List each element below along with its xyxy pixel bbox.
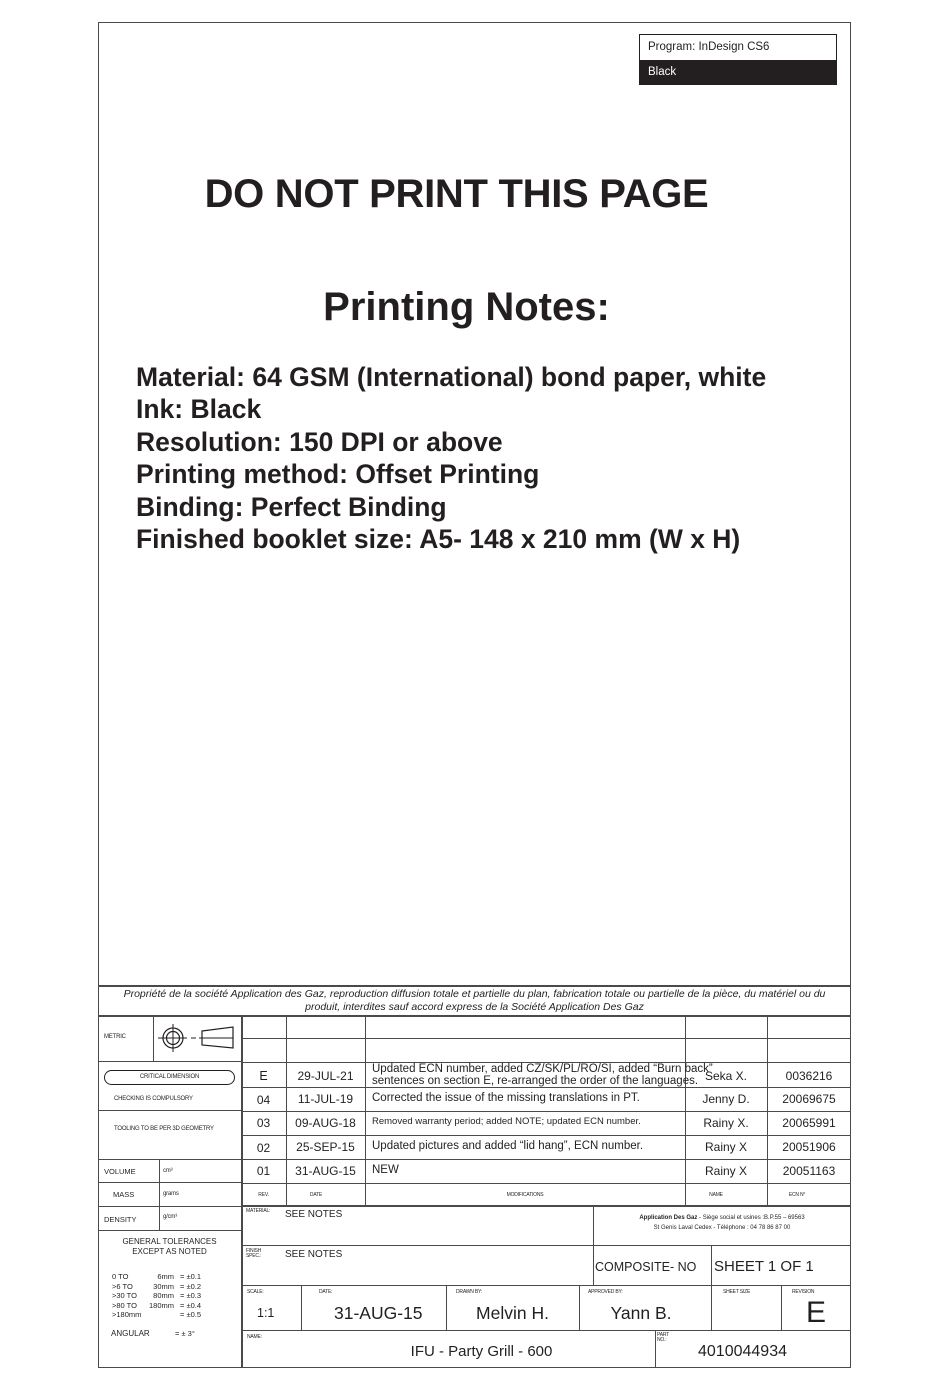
divider <box>241 1183 851 1184</box>
critical-dimension-label: CRITICAL DIMENSION <box>139 1074 200 1080</box>
density-label: DENSITY <box>104 1215 137 1224</box>
rev-modification: Removed warranty period; added NOTE; updated ECN number. <box>372 1116 641 1127</box>
note-binding: Binding: Perfect Binding <box>136 491 447 522</box>
revision-value: E <box>806 1296 827 1329</box>
sheet-count: SHEET 1 OF 1 <box>714 1258 814 1275</box>
divider <box>241 1135 851 1136</box>
disclaimer-line-2: produit, interdites sauf accord express de la Société Application Des Gaz <box>305 1001 644 1013</box>
density-unit: g/cm³ <box>163 1214 178 1220</box>
warning-title: DO NOT PRINT THIS PAGE <box>204 172 709 216</box>
rev-date: 29-JUL-21 <box>297 1069 354 1083</box>
rev-code: 02 <box>256 1141 271 1155</box>
material-value: SEE NOTES <box>285 1209 343 1220</box>
metric-label: METRIC <box>104 1034 126 1040</box>
divider <box>241 1245 851 1246</box>
tolerance-from: >6 TO <box>112 1281 133 1291</box>
header-modifications: MODIFICATIONS <box>506 1192 544 1198</box>
company-address <box>593 1214 851 1233</box>
tolerance-value: = ±0.5 <box>180 1310 202 1319</box>
drawn-by-label: DRAWN BY: <box>456 1289 483 1295</box>
angular-value: = ± 3° <box>175 1329 195 1338</box>
divider <box>781 1285 782 1331</box>
rev-name: Rainy X <box>704 1164 748 1178</box>
company-address-line-2: St Genis Laval Cedex - Téléphone : 04 78 86 87 00 <box>653 1224 791 1231</box>
header-rev: REV. <box>258 1192 269 1198</box>
rev-ecn: 0036216 <box>785 1069 833 1083</box>
rev-code: 03 <box>256 1116 271 1130</box>
company-address-line-1 <box>593 1214 851 1224</box>
printing-notes <box>136 361 766 555</box>
divider <box>711 1285 712 1331</box>
tolerance-row <box>112 1310 201 1320</box>
rev-modification <box>372 1063 713 1087</box>
finish-label-line-2: SPEC.: <box>246 1253 262 1259</box>
notes-title: Printing Notes: <box>323 285 610 329</box>
note-material: Material: 64 GSM (International) bond paper, white <box>136 362 767 392</box>
rev-code: E <box>259 1069 268 1083</box>
rev-ecn: 20065991 <box>782 1116 836 1130</box>
tolerance-from: >30 TO <box>112 1291 137 1300</box>
date-label: DATE: <box>319 1289 333 1295</box>
company-address-text: - Siège social et usines :B.P.55 – 69563 <box>697 1215 805 1221</box>
approved-by-value: Yann B. <box>610 1303 672 1323</box>
rev-ecn: 20069675 <box>782 1092 836 1106</box>
rev-modification: Corrected the issue of the missing translations in PT. <box>372 1092 640 1104</box>
rev-date: 25-SEP-15 <box>296 1140 355 1154</box>
scale-value: 1:1 <box>257 1306 275 1320</box>
divider <box>241 1285 851 1286</box>
rev-name: Rainy X <box>704 1140 748 1154</box>
tolerance-to: 180mm <box>148 1300 174 1310</box>
approved-by-label: APPROVED BY: <box>588 1289 623 1295</box>
divider <box>241 1205 851 1207</box>
rev-code: 04 <box>256 1093 271 1107</box>
rev-name: Jenny D. <box>702 1092 750 1106</box>
divider <box>98 1159 242 1160</box>
drawn-by-value: Melvin H. <box>476 1303 549 1323</box>
volume-label: VOLUME <box>104 1167 136 1176</box>
tolerance-row <box>112 1301 201 1311</box>
rev-date: 09-AUG-18 <box>295 1116 356 1130</box>
finish-label <box>246 1249 261 1259</box>
rev-date: 31-AUG-15 <box>295 1164 356 1178</box>
tooling-note: TOOLING TO BE PER 3D GEOMETRY <box>114 1126 214 1132</box>
rev-name: Rainy X. <box>703 1116 749 1130</box>
tolerances-table <box>112 1272 201 1320</box>
part-label-line-1: PART <box>657 1332 670 1338</box>
tolerance-value: = ±0.3 <box>180 1291 202 1300</box>
part-number-label <box>657 1333 669 1343</box>
rev-modification-line-1: Updated ECN number, added CZ/SK/PL/RO/SI, added “Burn back” <box>372 1063 713 1075</box>
part-number: 4010044934 <box>698 1343 787 1360</box>
tolerance-value: = ±0.2 <box>180 1281 202 1291</box>
angular-label: ANGULAR <box>111 1329 150 1338</box>
rev-modification: Updated pictures and added “lid hang”, ECN number. <box>372 1140 644 1152</box>
divider <box>365 1015 366 1206</box>
rev-code: 01 <box>256 1164 271 1178</box>
header-date: DATE <box>309 1192 323 1198</box>
rev-ecn: 20051906 <box>782 1140 836 1154</box>
third-angle-projection-icon <box>155 1018 239 1058</box>
tolerances-title <box>98 1237 241 1257</box>
finish-label-line-1: FINISH <box>246 1248 262 1254</box>
rev-ecn: 20051163 <box>782 1164 836 1178</box>
divider <box>241 1087 851 1088</box>
finish-value: SEE NOTES <box>285 1249 343 1260</box>
tolerance-to: 30mm <box>153 1281 174 1291</box>
note-ink: Ink: Black <box>136 394 262 425</box>
scale-label: SCALE: <box>247 1289 264 1295</box>
tolerance-value: = ±0.1 <box>180 1272 202 1281</box>
material-label: MATERIAL: <box>246 1208 271 1214</box>
tolerance-row <box>112 1272 201 1282</box>
divider <box>98 1182 242 1183</box>
ink-color-label: Black <box>640 60 836 84</box>
divider <box>98 985 851 987</box>
divider <box>241 1159 851 1160</box>
tolerance-from: >80 TO <box>112 1300 137 1310</box>
tolerance-row <box>112 1282 201 1292</box>
divider <box>241 1038 851 1039</box>
ownership-disclaimer <box>100 988 849 1014</box>
mass-label: MASS <box>113 1190 135 1199</box>
rev-date: 11-JUL-19 <box>297 1092 354 1106</box>
disclaimer-line-1: Propriété de la société Application des Gaz, reproduction diffusion totale et partielle du plan, fabrication totale ou partielle de la pièce, du matériel ou du <box>123 988 826 1000</box>
divider <box>301 1285 302 1331</box>
rev-modification-line-2: sentences on section E, re-arranged the order of the languages. <box>372 1075 699 1087</box>
volume-unit: cm³ <box>163 1168 173 1174</box>
tolerance-to <box>148 1310 174 1320</box>
note-booklet-size: Finished booklet size: A5- 148 x 210 mm (W x H) <box>136 524 741 555</box>
mass-unit: grams <box>163 1191 179 1197</box>
program-label: Program: InDesign CS6 <box>640 35 836 60</box>
divider <box>98 1110 242 1111</box>
tolerance-from: >180mm <box>112 1310 142 1319</box>
tolerances-title-line-2: EXCEPT AS NOTED <box>132 1247 207 1256</box>
tolerance-from: 0 TO <box>112 1272 129 1281</box>
tolerance-to: 6mm <box>157 1272 174 1281</box>
company-name: Application Des Gaz <box>639 1215 698 1221</box>
divider <box>241 1330 851 1331</box>
divider <box>98 1206 242 1207</box>
tolerance-value: = ±0.4 <box>180 1300 202 1310</box>
part-label-line-2: NO.: <box>657 1337 667 1343</box>
note-printing-method: Printing method: Offset Printing <box>136 459 540 490</box>
date-value: 31-AUG-15 <box>334 1303 423 1323</box>
composite-status: COMPOSITE- NO <box>595 1260 697 1274</box>
divider <box>159 1159 160 1230</box>
divider <box>241 1111 851 1112</box>
revision-label: REVISION <box>792 1289 815 1295</box>
rev-modification: NEW <box>372 1164 399 1176</box>
header-name: NAME <box>709 1192 723 1198</box>
sheet-size-label: SHEET SIZE <box>723 1289 751 1295</box>
divider <box>153 1015 154 1061</box>
note-resolution: Resolution: 150 DPI or above <box>136 426 503 457</box>
tolerance-row <box>112 1291 201 1301</box>
document-name: IFU - Party Grill - 600 <box>410 1343 553 1360</box>
rev-name: Seka X. <box>704 1069 748 1083</box>
tolerances-title-line-1: GENERAL TOLERANCES <box>122 1237 217 1246</box>
program-info-box <box>639 34 837 85</box>
tolerance-to: 80mm <box>153 1291 174 1300</box>
divider <box>98 1230 242 1231</box>
checking-compulsory-label: CHECKING IS COMPULSORY <box>114 1096 193 1102</box>
divider <box>98 1061 242 1062</box>
name-label: NAME: <box>247 1334 262 1340</box>
header-ecn: ECN N° <box>788 1192 806 1198</box>
divider <box>98 1015 851 1017</box>
